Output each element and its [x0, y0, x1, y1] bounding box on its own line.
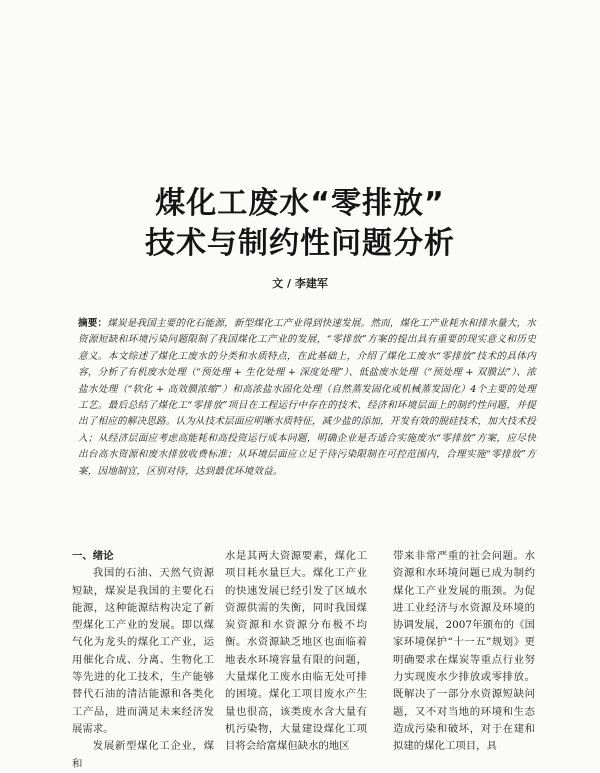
body-column-3: [393, 548, 535, 756]
abstract: [78, 316, 536, 480]
section-heading: 一、绪论: [72, 550, 114, 562]
body-column-1: [72, 548, 214, 773]
paragraph: 发展新型煤化工企业，煤和: [72, 740, 214, 770]
abstract-text: 煤炭是我国主要的化石能源，新型煤化工产业得到快速发展。然而，煤化工产业耗水和排水量大，水资源短缺和环境污染问题限制了我国煤化工产业的发展，“零排放”方案的提出具有重要的现实意义和历史意义。本文综述了煤化工废水的分类和水质特点，在此基础上，介绍了煤化工废水“零排放”技术的具体内容，分析了有机废水处理（“预处理 + 生化处理 + 深度处理”）、低盐废水处理（“预处理 + 双膜法”）、浓盐水处理（“软化 + 高效膜浓缩”）和高浓盐水固化处理（自然蒸发固化或机械蒸发固化）4个主要的处理工艺。最后总结了煤化工“零排放”项目在工程运行中存在的技术、经济和环境层面上的制约性问题，并提出了相应的解决思路。认为从技术层面应明晰水质特征，减少盐的添加，开发有效的脱硅技术，加大技术投入；从经济层面应考虑高能耗和高投资运行成本问题，明确企业是否适合实施废水“零排放”方案，应尽快出台高水资源和废水排放收费标准；从环境层面应立足于待污染限制在可控范围内，合理实施“零排放”方案，因地制宜，区别对待，达到最优环境效益。: [78, 318, 536, 477]
title-line-2: 技术与制约性问题分析: [145, 226, 455, 261]
body-column-2: [225, 548, 367, 756]
author-byline: 文 / 李建军: [272, 277, 328, 290]
paragraph: 带来非常严重的社会问题。水资源和水环境问题已成为制约煤化工产业发展的瓶颈。为促进工业经济与水资源及环境的协调发展，2007年颁布的《国家环境保护“十一五”规划》更明确要求在煤炭等重点行业努力实现废水少排放或零排放。既解决了一部分水资源短缺问题，又不对当地的环境和生态造成污染和破坏，对于在建和拟建的煤化工项目，具: [393, 550, 535, 753]
abstract-label: 摘要：: [78, 318, 108, 329]
paragraph: 我国的石油、天然气资源短缺，煤炭是我国的主要化石能源，这种能源结构决定了新型煤化工产业的发展。即以煤气化为龙头的煤化工产业，运用催化合成、分离、生物化工等先进的化工技术，生产能够替代石油的清洁能源和各类化工产品，进而满足未来经济发展需求。: [72, 567, 214, 735]
title-line-1: 煤化工废水“零排放”: [155, 186, 445, 221]
paragraph: 水是其两大资源要素，煤化工项目耗水量巨大。煤化工产业的快速发展已经引发了区域水资源供需的失衡，同时我国煤炭资源和水资源分布极不均衡。水资源缺乏地区也面临着地表水环境容量有限的问题，大量煤化工废水由临无处可排的困境。煤化工项目废水产生量也很高，该类废水含大量有机污染物，大量建设煤化工项目将会给富煤但缺水的地区: [225, 550, 367, 753]
